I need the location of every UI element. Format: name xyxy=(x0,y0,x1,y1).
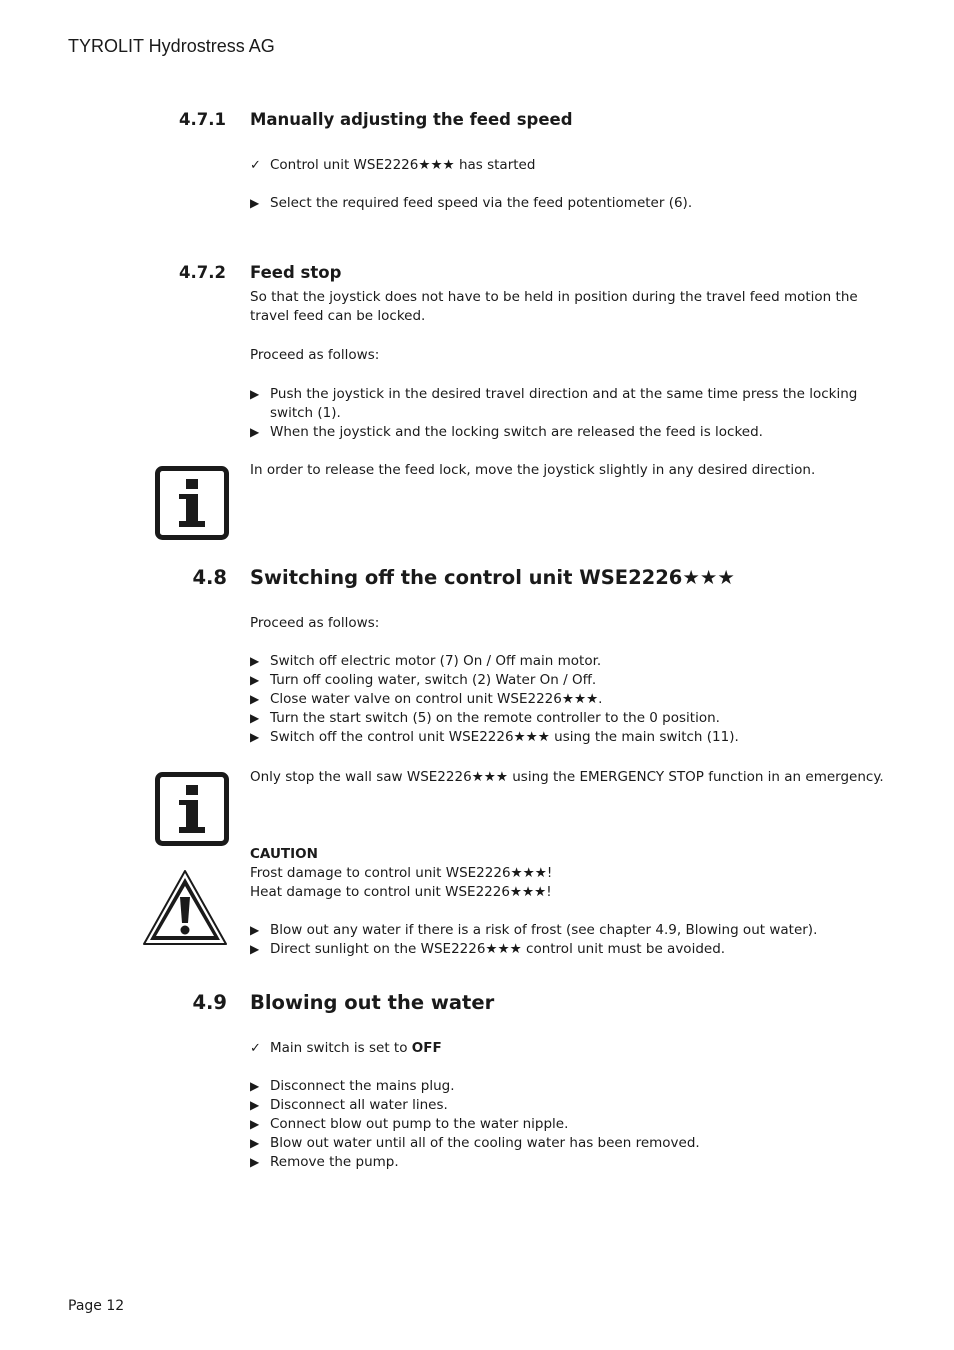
info-text: Only stop the wall saw WSE2226★★★ using the EMERGENCY STOP function in an emergency. xyxy=(250,769,884,785)
company-header: TYROLIT Hydrostress AG xyxy=(68,36,275,56)
caution-line: Heat damage to control unit WSE2226★★★! xyxy=(250,884,552,900)
checkmark-icon: ✓ xyxy=(250,1041,261,1056)
triangle-bullet-icon: ▶ xyxy=(250,654,260,668)
feed-stop-intro: So that the joystick does not have to be held in position during the travel feed motion the travel feed can be locked. xyxy=(250,289,858,324)
section-number-4-7-2: 4.7.2 xyxy=(179,263,226,282)
triangle-bullet-icon: ▶ xyxy=(250,730,260,744)
step-row xyxy=(250,690,602,709)
triangle-bullet-icon: ▶ xyxy=(250,923,260,937)
triangle-bullet-icon: ▶ xyxy=(250,1079,260,1093)
section-number-4-9: 4.9 xyxy=(192,991,227,1014)
section-title-4-7-2: Feed stop xyxy=(250,263,342,282)
warning-icon xyxy=(142,869,228,951)
section-title-4-7-1: Manually adjusting the feed speed xyxy=(250,110,573,129)
info-icon xyxy=(155,772,229,850)
precondition-text xyxy=(270,1039,442,1058)
precondition-row xyxy=(250,156,535,175)
step-row xyxy=(250,652,601,671)
precondition-label: Main switch is set to xyxy=(270,1040,408,1056)
step-text: Turn off cooling water, switch (2) Water On / Off. xyxy=(270,672,597,688)
step-row xyxy=(250,194,692,213)
checkmark-icon: ✓ xyxy=(250,158,261,173)
page-number: Page 12 xyxy=(68,1298,125,1314)
caution-line: Frost damage to control unit WSE2226★★★! xyxy=(250,865,553,881)
step-text: When the joystick and the locking switch are released the feed is locked. xyxy=(270,424,763,440)
section-title-4-8: Switching off the control unit WSE2226★★★ xyxy=(250,566,735,589)
triangle-bullet-icon: ▶ xyxy=(250,425,260,439)
step-row xyxy=(250,671,596,690)
triangle-bullet-icon: ▶ xyxy=(250,387,260,401)
step-row xyxy=(250,1115,568,1134)
step-row xyxy=(250,1077,455,1096)
step-row xyxy=(250,728,739,747)
caution-title: CAUTION xyxy=(250,846,318,862)
triangle-bullet-icon: ▶ xyxy=(250,1117,260,1131)
step-row xyxy=(250,385,870,423)
info-text: In order to release the feed lock, move the joystick slightly in any desired direction. xyxy=(250,462,816,478)
step-row xyxy=(250,709,720,728)
triangle-bullet-icon: ▶ xyxy=(250,1155,260,1169)
triangle-bullet-icon: ▶ xyxy=(250,1136,260,1150)
triangle-bullet-icon: ▶ xyxy=(250,196,260,210)
step-text: Close water valve on control unit WSE2226★★★. xyxy=(270,691,603,707)
step-text: Blow out water until all of the cooling water has been removed. xyxy=(270,1135,700,1151)
step-row xyxy=(250,1153,399,1172)
step-row xyxy=(250,940,725,959)
triangle-bullet-icon: ▶ xyxy=(250,942,260,956)
step-text: Select the required feed speed via the feed potentiometer (6). xyxy=(270,195,693,211)
step-text: Connect blow out pump to the water nipple. xyxy=(270,1116,569,1132)
info-icon xyxy=(155,466,229,544)
step-row xyxy=(250,1134,700,1153)
step-row xyxy=(250,921,817,940)
step-text: Switch off electric motor (7) On / Off main motor. xyxy=(270,653,602,669)
triangle-bullet-icon: ▶ xyxy=(250,673,260,687)
proceed-text: Proceed as follows: xyxy=(250,615,380,631)
section-title-4-9: Blowing out the water xyxy=(250,991,495,1014)
precondition-text: Control unit WSE2226★★★ has started xyxy=(270,157,536,173)
step-text: Remove the pump. xyxy=(270,1154,399,1170)
step-text: Push the joystick in the desired travel direction and at the same time press the locking switch (1). xyxy=(270,386,858,421)
step-text: Turn the start switch (5) on the remote controller to the 0 position. xyxy=(270,710,720,726)
triangle-bullet-icon: ▶ xyxy=(250,1098,260,1112)
step-text: Direct sunlight on the WSE2226★★★ control unit must be avoided. xyxy=(270,941,726,957)
step-text: Switch off the control unit WSE2226★★★ using the main switch (11). xyxy=(270,729,739,745)
triangle-bullet-icon: ▶ xyxy=(250,711,260,725)
triangle-bullet-icon: ▶ xyxy=(250,692,260,706)
step-text: Disconnect all water lines. xyxy=(270,1097,448,1113)
step-row xyxy=(250,1096,448,1115)
section-number-4-8: 4.8 xyxy=(192,566,227,589)
proceed-text: Proceed as follows: xyxy=(250,347,380,363)
step-row xyxy=(250,423,763,442)
precondition-value: OFF xyxy=(411,1040,442,1056)
step-text: Disconnect the mains plug. xyxy=(270,1078,455,1094)
section-number-4-7-1: 4.7.1 xyxy=(179,110,226,129)
step-text: Blow out any water if there is a risk of frost (see chapter 4.9, Blowing out water). xyxy=(270,922,818,938)
precondition-row xyxy=(250,1039,442,1058)
